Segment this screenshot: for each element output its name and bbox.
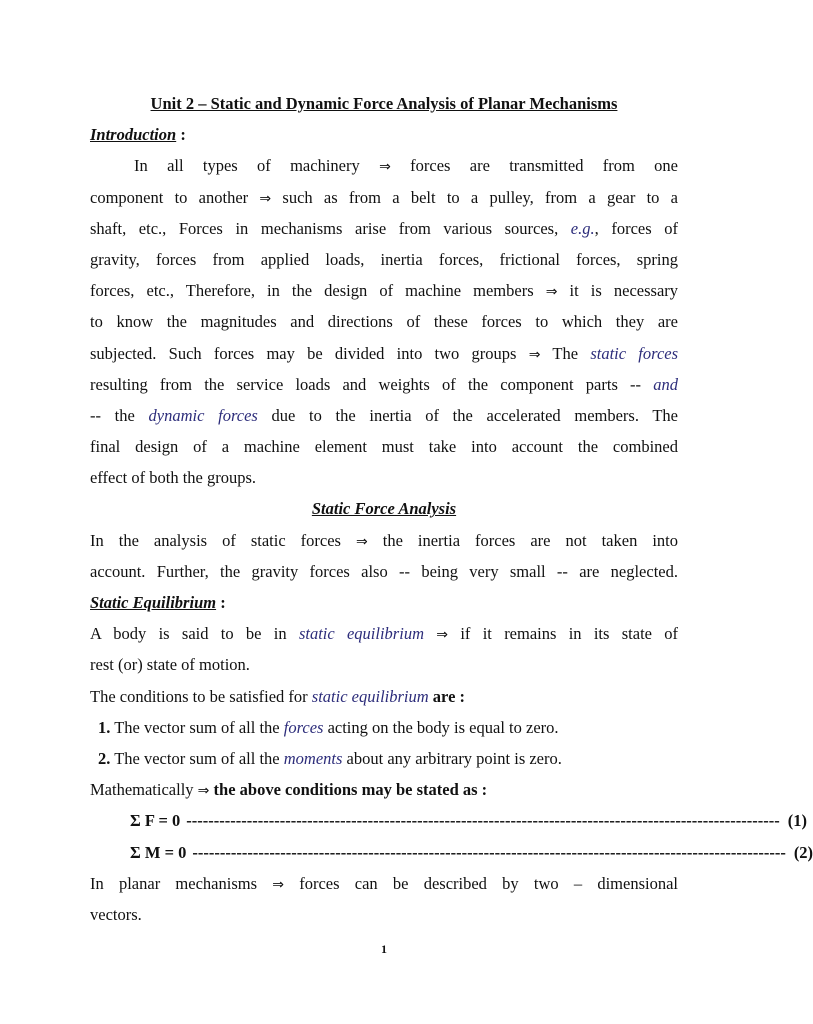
equation-number: (1) <box>787 811 807 831</box>
implies-arrow-icon: ⇒ <box>545 284 558 301</box>
equation-lhs: Σ M = 0 <box>130 842 187 862</box>
introduction-heading-line <box>90 119 678 150</box>
static-force-analysis-heading: Static Force Analysis <box>311 499 457 519</box>
implies-arrow-icon: ⇒ <box>259 190 272 207</box>
introduction-heading-colon: : <box>176 125 186 145</box>
implies-arrow-icon: ⇒ <box>355 533 368 550</box>
se-line-5: In planar mechanisms ⇒ forces can be described by two – dimensional <box>90 873 679 893</box>
unit-title: Unit 2 – Static and Dynamic Force Analysis of Planar Mechanisms <box>150 94 618 113</box>
implies-arrow-icon: ⇒ <box>379 159 391 176</box>
implies-arrow-icon: ⇒ <box>197 783 210 800</box>
se-line-4: Mathematically ⇒ the above conditions may be stated as : <box>90 780 488 800</box>
and-italic: and <box>653 374 678 394</box>
intro-line-6: to know the magnitudes and directions of these forces to which they are <box>90 312 678 332</box>
static-force-analysis-heading-line <box>90 493 678 524</box>
page-number: 1 <box>381 942 387 956</box>
equation-leader-dashes: ------------------------------------------------------------------------------------------------------------ <box>192 842 786 862</box>
intro-line-8: resulting from the service loads and weights of the component parts -- and <box>90 374 678 394</box>
condition-item: 1. The vector sum of all the forces acting on the body is equal to zero. <box>98 717 559 737</box>
intro-line-10: final design of a machine element must take into account the combined <box>90 437 678 457</box>
static-equilibrium-heading-line <box>90 587 678 618</box>
static-forces-italic: static forces <box>590 343 679 363</box>
intro-line-5: forces, etc., Therefore, in the design of machine members ⇒ it is necessary <box>90 281 679 301</box>
implies-arrow-icon: ⇒ <box>272 876 284 893</box>
equation-line <box>90 837 813 868</box>
intro-line-1: In all types of machinery ⇒ forces are transmitted from one <box>134 156 678 176</box>
static-equilibrium-italic: static equilibrium <box>311 686 429 706</box>
moments-italic: moments <box>283 748 343 768</box>
equation-lhs: Σ F = 0 <box>130 811 181 831</box>
condition-item: 2. The vector sum of all the moments about any arbitrary point is zero. <box>98 748 562 768</box>
intro-line-4: gravity, forces from applied loads, inertia forces, frictional forces, spring <box>90 249 678 269</box>
implies-arrow-icon: ⇒ <box>528 346 541 363</box>
condition-number: 2. <box>98 748 111 768</box>
se-line-6: vectors. <box>90 904 142 924</box>
sfa-line-2: account. Further, the gravity forces also -- being very small -- are neglected. <box>90 561 678 581</box>
intro-line-9: -- the dynamic forces due to the inertia of the accelerated members. The <box>90 405 679 425</box>
se-line-1: A body is said to be in static equilibrium ⇒ if it remains in its state of <box>90 624 679 644</box>
equation-number: (2) <box>793 842 813 862</box>
dynamic-forces-italic: dynamic forces <box>148 405 258 425</box>
sfa-line-1: In the analysis of static forces ⇒ the inertia forces are not taken into <box>90 530 679 550</box>
forces-italic: forces <box>283 717 324 737</box>
se-line-3: The conditions to be satisfied for static equilibrium are : <box>90 686 466 706</box>
intro-line-2: component to another ⇒ such as from a belt to a pulley, from a gear to a <box>90 187 679 207</box>
eg-italic: e.g. <box>570 218 595 238</box>
document-body <box>90 88 813 930</box>
se-line-2: rest (or) state of motion. <box>90 655 250 675</box>
equation-line <box>90 805 807 836</box>
implies-arrow-icon: ⇒ <box>436 627 449 644</box>
introduction-heading: Introduction <box>90 125 177 145</box>
condition-number: 1. <box>98 717 111 737</box>
intro-line-3: shaft, etc., Forces in mechanisms arise from various sources, e.g., forces of <box>90 218 678 238</box>
intro-line-11: effect of both the groups. <box>90 468 257 488</box>
static-equilibrium-heading-colon: : <box>216 593 226 612</box>
equation-leader-dashes: ------------------------------------------------------------------------------------------------------------ <box>186 811 780 831</box>
static-equilibrium-italic: static equilibrium <box>298 624 424 644</box>
static-equilibrium-heading: Static Equilibrium <box>90 593 217 612</box>
intro-line-7: subjected. Such forces may be divided into two groups ⇒ The static forces <box>90 343 679 363</box>
